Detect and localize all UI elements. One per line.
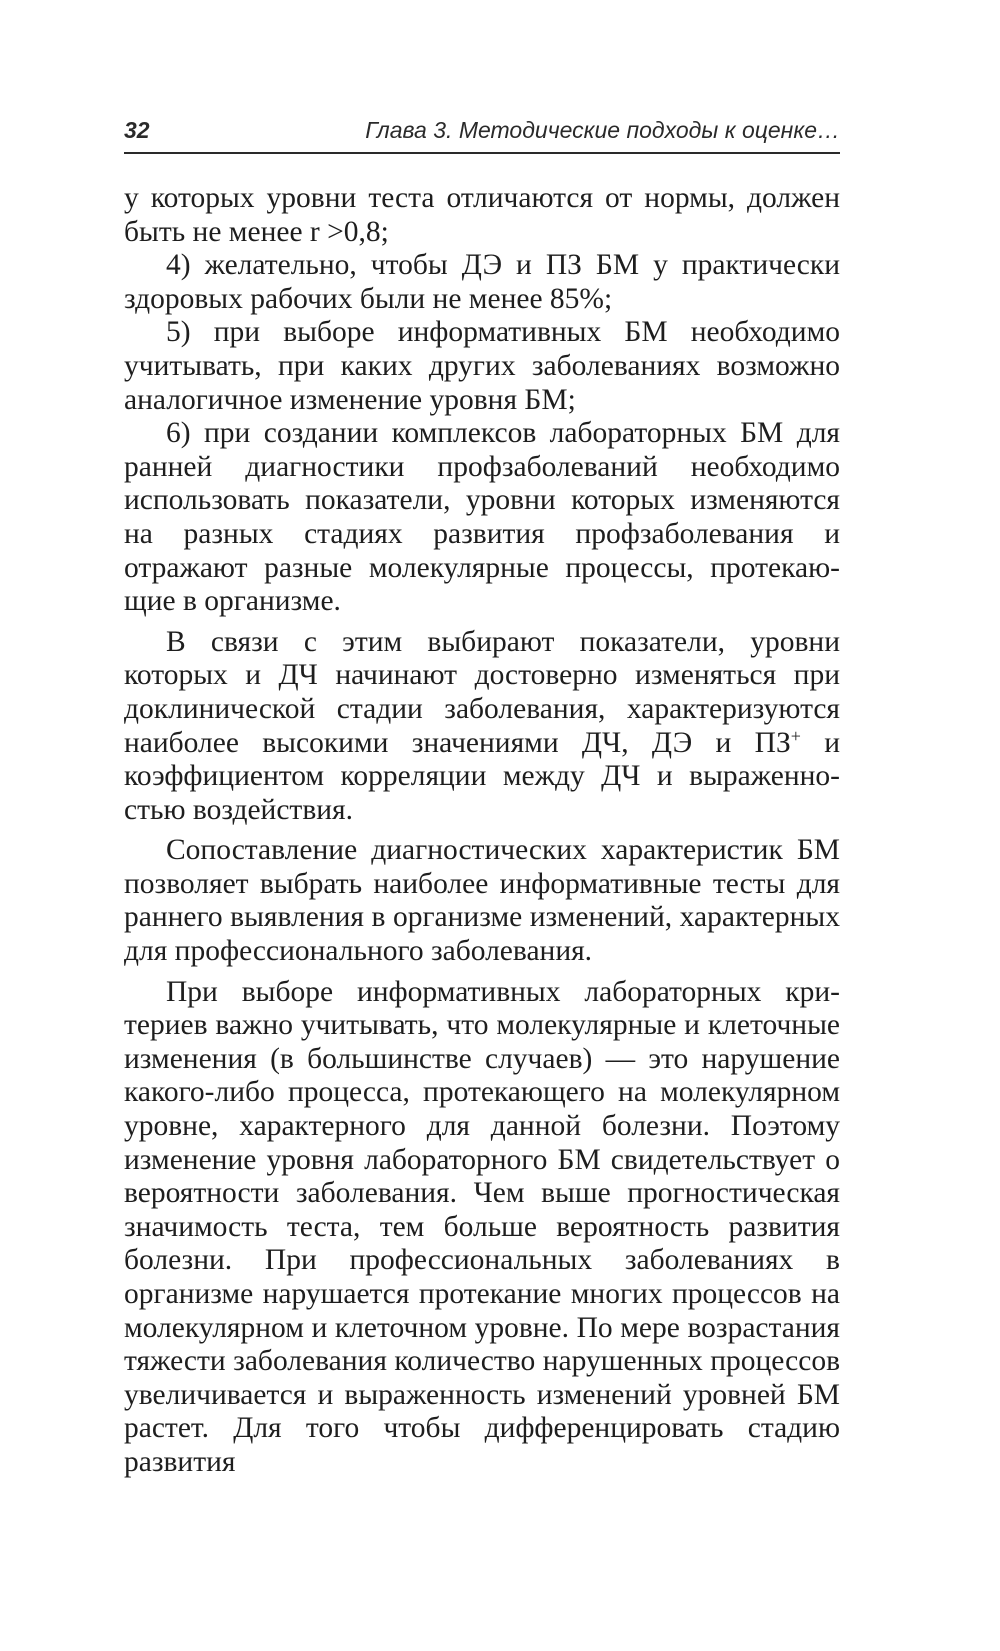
header-divider [124, 152, 840, 154]
paragraph [124, 626, 840, 828]
body-text [124, 182, 840, 1480]
paragraph-text: и коэффициентом корреляции между ДЧ и выраженностью воздействия. [124, 726, 840, 826]
running-head [124, 114, 840, 146]
chapter-title: Глава 3. Методические подходы к оценке… [365, 117, 840, 143]
paragraph: При выборе информативных лабораторных критериев важно учитывать, что молекулярные и клеточные изменения (в большинстве случаев) — это нарушение какого-либо процесса, протекающего на молекулярном уровне, характерного для данной болезни. Поэтому изменение уровня лабораторного БМ свидетельствует о вероятности заболевания. Чем выше прогностическая значимость теста, тем больше вероятность развития болезни. При профессиональных заболеваниях в организме нарушается протекание многих процессов на молекулярном и клеточном уровне. По мере возрастания тяжести заболевания количество нарушенных процессов увеличивается и выраженность изменений уровней БМ растет. Для того чтобы дифференцировать стадию развития [124, 975, 840, 1478]
page-number: 32 [124, 117, 150, 143]
list-item-4: 4) желательно, чтобы ДЭ и ПЗ БМ у практически здоровых рабочих были не менее 85%; [124, 249, 840, 315]
book-page [124, 0, 840, 1651]
superscript-plus: + [790, 725, 801, 746]
list-item-5: 5) при выборе информативных БМ необходимо учитывать, при каких других заболеваниях возможно аналогичное изменение уровня БМ; [124, 316, 840, 416]
paragraph-text: В связи с этим выбирают показатели, уровни которых и ДЧ начинают достоверно изменяться при доклинической стадии заболевания, характеризуются наиболее высокими значениями ДЧ, ДЭ и ПЗ [124, 625, 840, 759]
paragraph: Сопоставление диагностических характеристик БМ позволяет выбрать наиболее информативные тесты для раннего выявления в организме изменений, характерных для профессионального заболевания. [124, 834, 840, 968]
list-item-6: 6) при создании комплексов лабораторных БМ для ранней диагностики профзаболеваний необходимо использовать показатели, уровни которых изменяются на разных стадиях развития профзаболевания и отражают разные молекулярные процессы, протекающие в организме. [124, 417, 840, 618]
paragraph-continued: у которых уровни теста отличаются от нормы, должен быть не менее r >0,8; [124, 182, 840, 248]
